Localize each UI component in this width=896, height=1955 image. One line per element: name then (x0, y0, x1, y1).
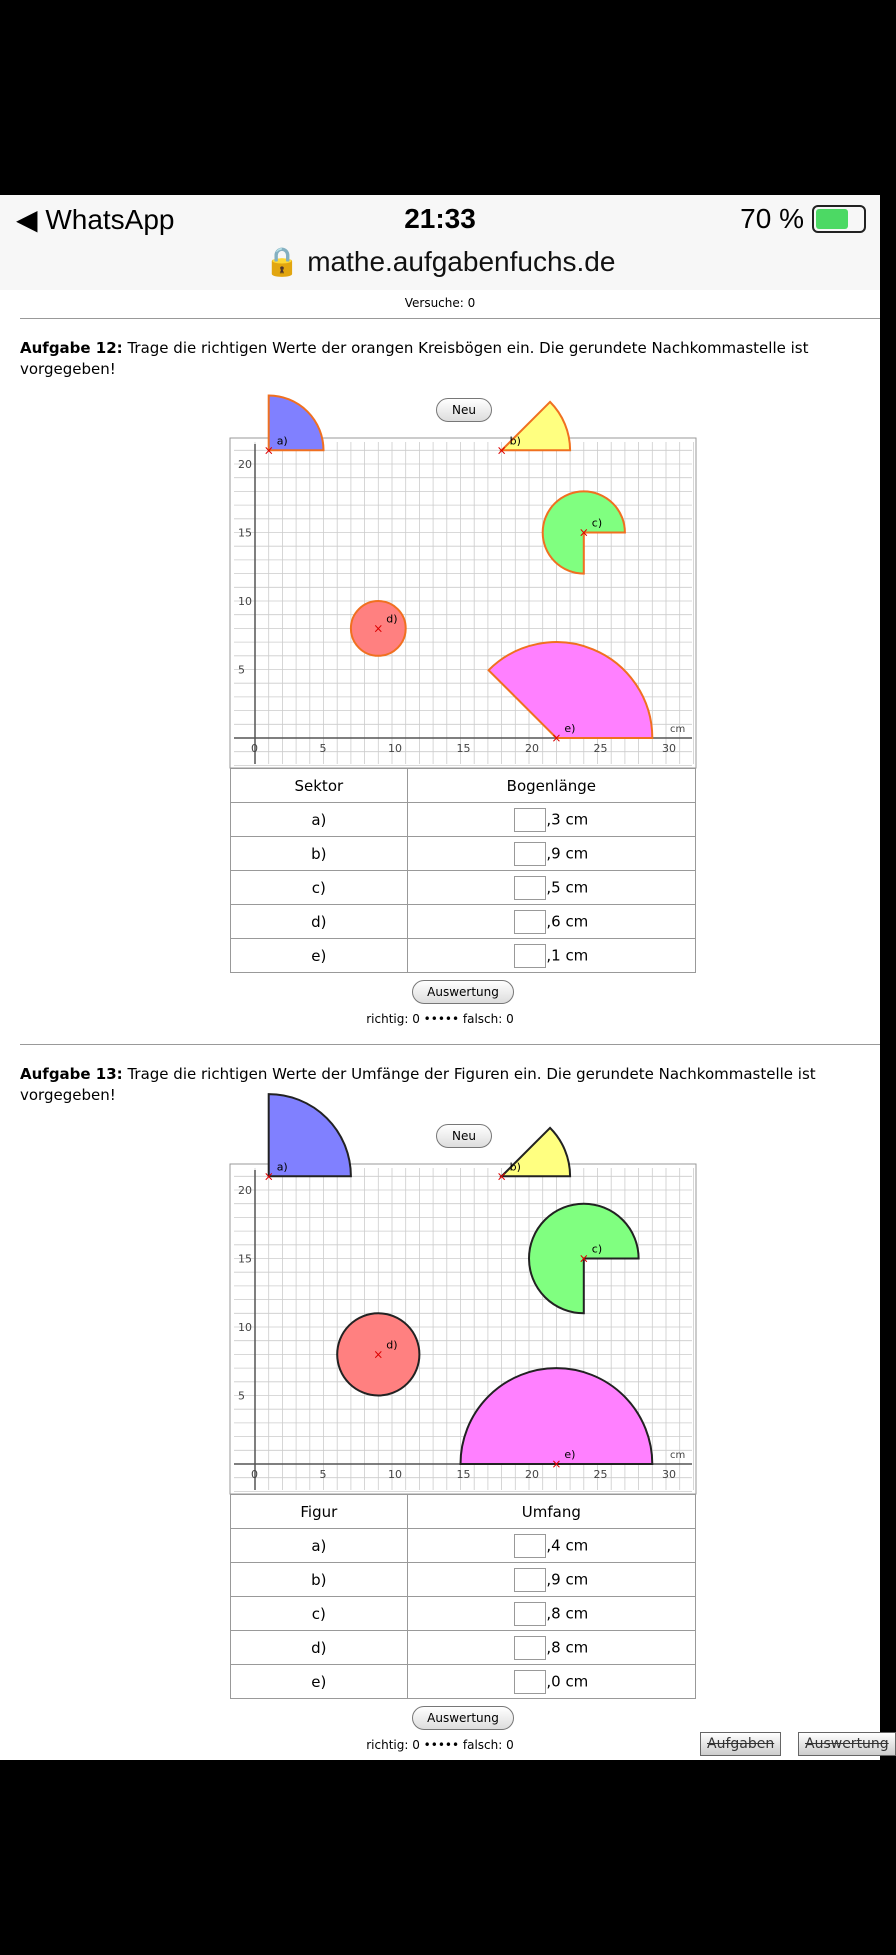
x-tick-label: 0 (251, 742, 258, 755)
table-row: a) ,4 cm (231, 1529, 696, 1563)
figure-label: d) (386, 1338, 398, 1352)
table-row: d) ,8 cm (231, 1631, 696, 1665)
page-content (0, 290, 889, 1760)
y-tick-label: 15 (238, 1252, 252, 1266)
task12-new-button[interactable]: Neu (436, 398, 492, 422)
unit-label: cm (670, 724, 686, 735)
back-to-whatsapp[interactable]: ◀ WhatsApp (16, 204, 175, 235)
divider (20, 318, 880, 319)
table-row: c) ,8 cm (231, 1597, 696, 1631)
table-row: d) ,6 cm (231, 905, 696, 939)
figure-label: e) (564, 1448, 576, 1461)
x-tick-label: 5 (319, 742, 327, 755)
center-marker: × (373, 621, 384, 636)
center-marker: × (263, 1169, 274, 1184)
task13-description: Aufgabe 13: Trage die richtigen Werte der Umfänge der Figuren ein. Die gerundete Nachkommastelle ist vorgegeben! (20, 1065, 816, 1104)
y-tick-label: 10 (238, 595, 252, 608)
x-tick-label: 15 (456, 1468, 471, 1481)
task12-description: Aufgabe 12: Trage die richtigen Werte der orangen Kreisbögen ein. Die gerundete Nachkommastelle ist vorgegeben! (20, 339, 809, 378)
table-row: b) ,9 cm (231, 837, 696, 871)
versuche-counter: Versuche: 0 (404, 296, 476, 310)
auswertung-nav-button[interactable]: Auswertung (798, 1732, 896, 1756)
battery-percent: 70 % (740, 203, 804, 234)
y-tick-label: 10 (238, 1321, 252, 1334)
task13-score: richtig: 0 ••••• falsch: 0 (366, 1738, 514, 1752)
task13-chart (230, 1160, 696, 1494)
y-tick-label: 20 (238, 458, 252, 471)
url-bar[interactable]: 🔒 mathe.aufgabenfuchs.de (264, 246, 616, 277)
answer-input[interactable] (514, 944, 546, 968)
answer-input[interactable] (514, 910, 546, 934)
task12-eval-button[interactable]: Auswertung (412, 980, 514, 1004)
answer-input[interactable] (514, 1670, 546, 1694)
answer-input[interactable] (514, 1534, 546, 1558)
table-row: b) ,9 cm (231, 1563, 696, 1597)
figure-label: e) (564, 722, 576, 735)
y-tick-label: 20 (238, 1184, 252, 1197)
y-tick-label: 5 (238, 1389, 245, 1403)
center-marker: × (578, 1251, 589, 1266)
figure-label: c) (591, 1242, 603, 1256)
x-tick-label: 30 (662, 1468, 676, 1481)
task13-new-button[interactable]: Neu (436, 1124, 492, 1148)
task12-table: Sektor Bogenlänge a) ,3 cm b) ,9 cm c) ,5 cm d) ,6 cm e) ,1 cm (230, 768, 696, 973)
answer-input[interactable] (514, 1568, 546, 1592)
x-tick-label: 20 (525, 1468, 539, 1481)
answer-input[interactable] (514, 842, 546, 866)
figure-label: a) (276, 1160, 288, 1174)
table-row: c) ,5 cm (231, 871, 696, 905)
figure-label: b) (509, 434, 521, 448)
x-tick-label: 25 (593, 1468, 608, 1481)
clock: 21:33 (404, 203, 476, 234)
figure-label: a) (276, 434, 288, 448)
battery-icon (812, 205, 866, 233)
aufgaben-button[interactable]: Aufgaben (700, 1732, 781, 1756)
divider (20, 1044, 880, 1045)
url-text: mathe.aufgabenfuchs.de (307, 246, 616, 277)
y-tick-label: 5 (238, 663, 245, 677)
y-tick-label: 15 (238, 526, 252, 540)
x-tick-label: 25 (593, 742, 608, 755)
x-tick-label: 10 (388, 1468, 402, 1481)
battery (740, 203, 866, 235)
answer-input[interactable] (514, 1636, 546, 1660)
x-tick-label: 30 (662, 742, 676, 755)
figure-label: b) (509, 1160, 521, 1174)
center-marker: × (496, 443, 507, 458)
task12-score: richtig: 0 ••••• falsch: 0 (366, 1012, 514, 1026)
table-row: e) ,0 cm (231, 1665, 696, 1699)
task13-table: Figur Umfang a) ,4 cm b) ,9 cm c) ,8 cm d) ,8 cm e) ,0 cm (230, 1494, 696, 1699)
table-row: a) ,3 cm (231, 803, 696, 837)
center-marker: × (496, 1169, 507, 1184)
x-tick-label: 15 (456, 742, 471, 755)
center-marker: × (578, 525, 589, 540)
x-tick-label: 0 (251, 1468, 258, 1481)
figure-label: c) (591, 516, 603, 530)
unit-label: cm (670, 1450, 686, 1461)
x-tick-label: 5 (319, 1468, 327, 1481)
answer-input[interactable] (514, 1602, 546, 1626)
table-row: e) ,1 cm (231, 939, 696, 973)
x-tick-label: 10 (388, 742, 402, 755)
status-bar (0, 195, 880, 290)
center-marker: × (551, 731, 562, 745)
center-marker: × (263, 443, 274, 458)
task13-eval-button[interactable]: Auswertung (412, 1706, 514, 1730)
answer-input[interactable] (514, 808, 546, 832)
center-marker: × (551, 1457, 562, 1471)
answer-input[interactable] (514, 876, 546, 900)
task12-chart (230, 434, 696, 768)
x-tick-label: 20 (525, 742, 539, 755)
figure-label: d) (386, 612, 398, 626)
center-marker: × (373, 1347, 384, 1362)
